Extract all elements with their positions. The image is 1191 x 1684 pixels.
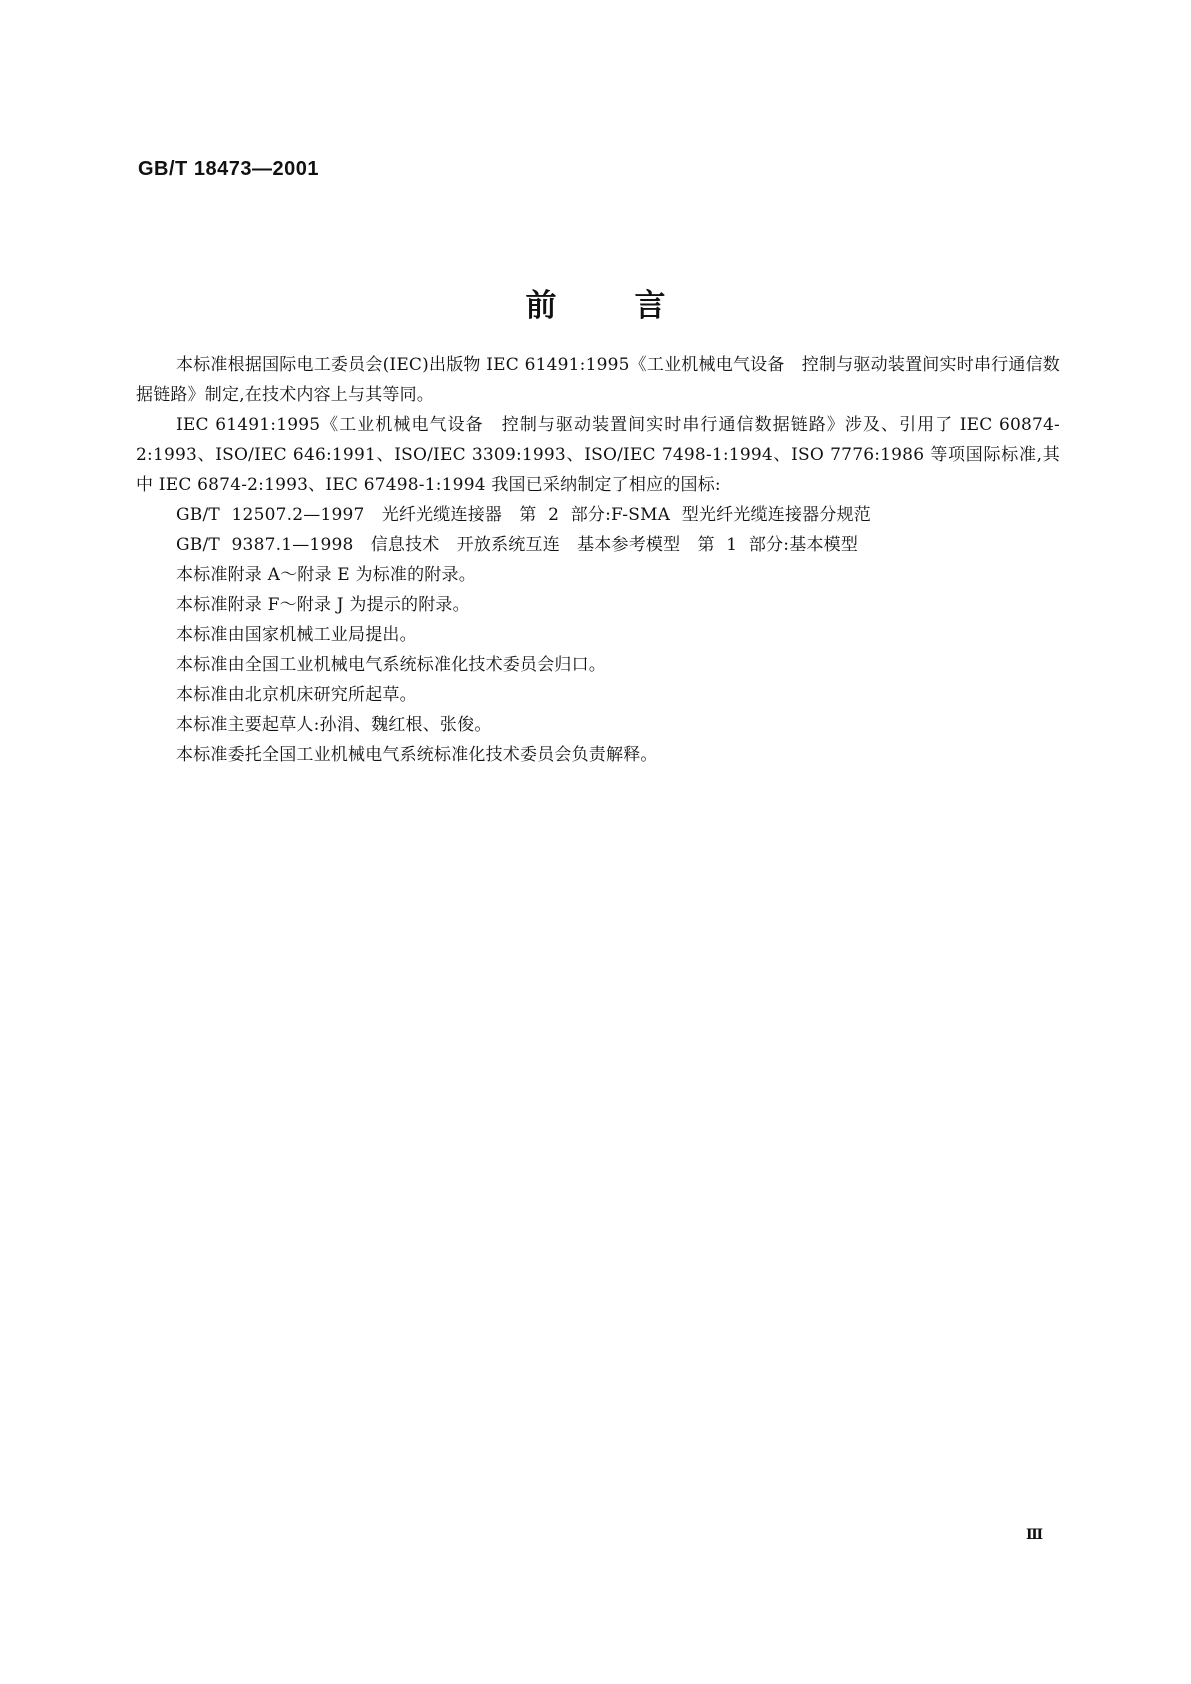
page-number: Ⅲ: [1026, 1527, 1044, 1543]
statement-drafted-by: 本标准由北京机床研究所起草。: [176, 685, 417, 705]
foreword-body: [136, 350, 1060, 770]
paragraph-references: IEC 61491:1995《工业机械电气设备 控制与驱动装置间实时串行通信数据链路》涉及、引用了 IEC 60874-2:1993、ISO/IEC 646:1991、ISO/IEC 3309:1993、ISO/IEC 7498-1:1994、ISO 7776:1986 等项国际标准,其中 IEC 6874-2:1993、IEC 67498-1:1994 我国已采纳制定了相应的国标:: [136, 415, 1060, 495]
paragraph-adoption: 本标准根据国际电工委员会(IEC)出版物 IEC 61491:1995《工业机械电气设备 控制与驱动装置间实时串行通信数据链路》制定,在技术内容上与其等同。: [136, 355, 1060, 405]
statement-main-drafters: 本标准主要起草人:孙涓、魏红根、张俊。: [176, 715, 492, 735]
statement-administered-by: 本标准由全国工业机械电气系统标准化技术委员会归口。: [176, 655, 606, 675]
page-title: 前言: [525, 288, 744, 324]
standard-code: GB/T 18473—2001: [138, 158, 319, 180]
statement-proposed-by: 本标准由国家机械工业局提出。: [176, 625, 417, 645]
reference-item: GB/T 9387.1—1998 信息技术 开放系统互连 基本参考模型 第 1 部分:基本模型: [176, 535, 859, 555]
statement-interpretation: 本标准委托全国工业机械电气系统标准化技术委员会负责解释。: [176, 745, 658, 765]
statement-informative-annexes: 本标准附录 F～附录 J 为提示的附录。: [176, 595, 470, 615]
statement-normative-annexes: 本标准附录 A～附录 E 为标准的附录。: [176, 565, 476, 585]
reference-item: GB/T 12507.2—1997 光纤光缆连接器 第 2 部分:F-SMA 型光纤光缆连接器分规范: [176, 505, 871, 525]
